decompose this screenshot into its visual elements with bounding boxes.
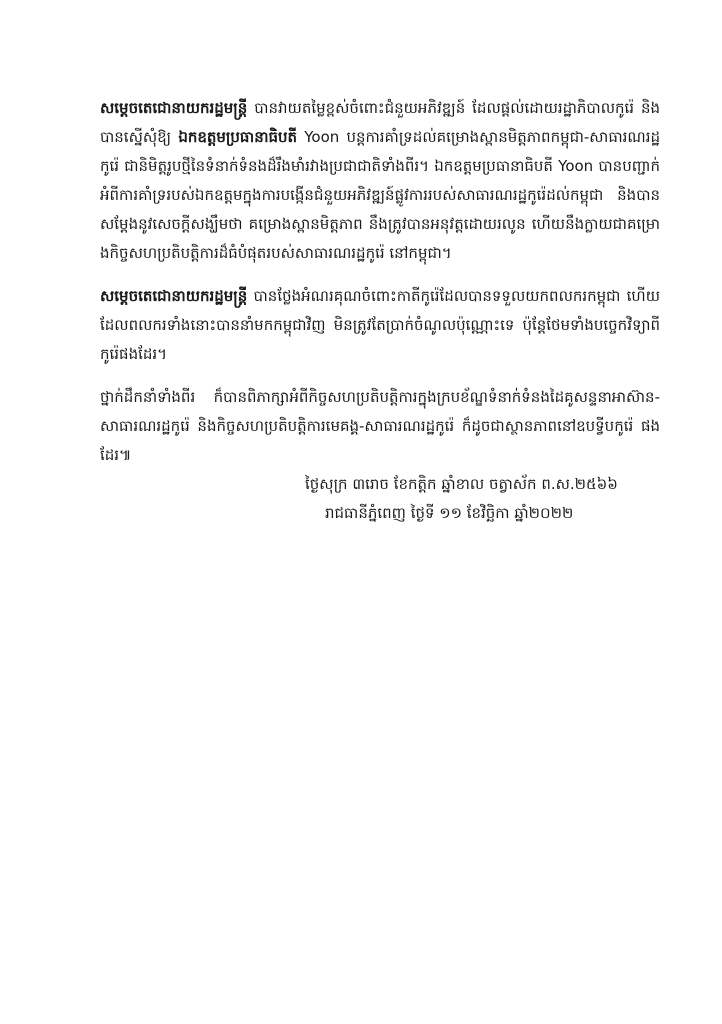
- place-date-line: រាជធានីភ្នំពេញ ថ្ងៃទី ១១ ខែវិច្ឆិកា ឆ្នាំ២០២២: [325, 504, 574, 522]
- paragraph-1: [100, 94, 660, 268]
- lunar-date-line: ថ្ងៃសុក្រ ៣រោច ខែកត្តិក ឆ្នាំខាល ចត្វាស័ក ព.ស.២៥៦៦: [305, 475, 618, 493]
- date-signature-block: [100, 470, 660, 528]
- paragraph-1-bold-title: ឯកឧត្តមប្រធានាធិបតី: [178, 128, 298, 146]
- paragraph-1-text-a: បានវាយតម្លៃខ្ពស់ចំពោះជំនួយអភិវឌ្ឍន៍ ដែលផ្តល់ដោយរដ្ឋាភិបាលកូរ៉េ និងបានស្នើសុំឱ្យ: [100, 99, 660, 146]
- paragraph-3-text: ថ្នាក់ដឹកនាំទាំងពីរ ក៏បានពិភាក្សាអំពីកិច្ចសហប្រតិបត្តិការក្នុងក្របខ័ណ្ឌទំនាក់ទំនងដៃគូសន្ទនាអាស៊ាន-សាធារណរដ្ឋកូរ៉េ និងកិច្ចសហប្រតិបត្តិការមេគង្គ-សាធារណរដ្ឋកូរ៉េ ក៏ដូចជាស្ថានភាពនៅឧបទ្វីបកូរ៉េ ផងដែរ៕: [100, 388, 660, 464]
- paragraph-2-lead: សម្តេចតេជោនាយករដ្ឋមន្ត្រី: [100, 287, 248, 305]
- body-text: [100, 94, 660, 484]
- paragraph-1-lead: សម្តេចតេជោនាយករដ្ឋមន្ត្រី: [100, 99, 248, 117]
- paragraph-1-text-b: Yoon បន្តការគាំទ្រដល់គម្រោងស្ពានមិត្តភាពកម្ពុជា-សាធារណរដ្ឋកូរ៉េ ជានិមិត្តរូបថ្មីនៃទំនាក់ទំនងដ៏រឹងមាំរវាងប្រជាជាតិទាំងពីរ។ ឯកឧត្តមប្រធានាធិបតី Yoon បានបញ្ជាក់អំពីការគាំទ្ររបស់ឯកឧត្តមក្នុងការបង្កើនជំនួយអភិវឌ្ឍន៍ផ្លូវការរបស់សាធារណរដ្ឋកូរ៉េដល់កម្ពុជា និងបានសម្តែងនូវសេចក្តីសង្ឃឹមថា គម្រោងស្ពានមិត្តភាព នឹងត្រូវបានអនុវត្តដោយរលូន ហើយនឹងក្លាយជាគម្រោងកិច្ចសហប្រតិបត្តិការដ៏ធំបំផុតរបស់សាធារណរដ្ឋកូរ៉េ នៅកម្ពុជា។: [100, 128, 660, 262]
- paragraph-2-text: បានថ្លែងអំណរគុណចំពោះកាតីកូរ៉េដែលបានទទួលយកពលករកម្ពុជា ហើយដែលពលករទាំងនោះបាននាំមកកម្ពុជាវិញ មិនត្រូវតែប្រាក់ចំណូលប៉ុណ្ណោះទេ ប៉ុន្តែថែមទាំងបច្ចេកវិទ្យាពីកូរ៉េផងដែរ។: [100, 287, 660, 363]
- paragraph-3: [100, 383, 660, 470]
- paragraph-2: [100, 282, 660, 369]
